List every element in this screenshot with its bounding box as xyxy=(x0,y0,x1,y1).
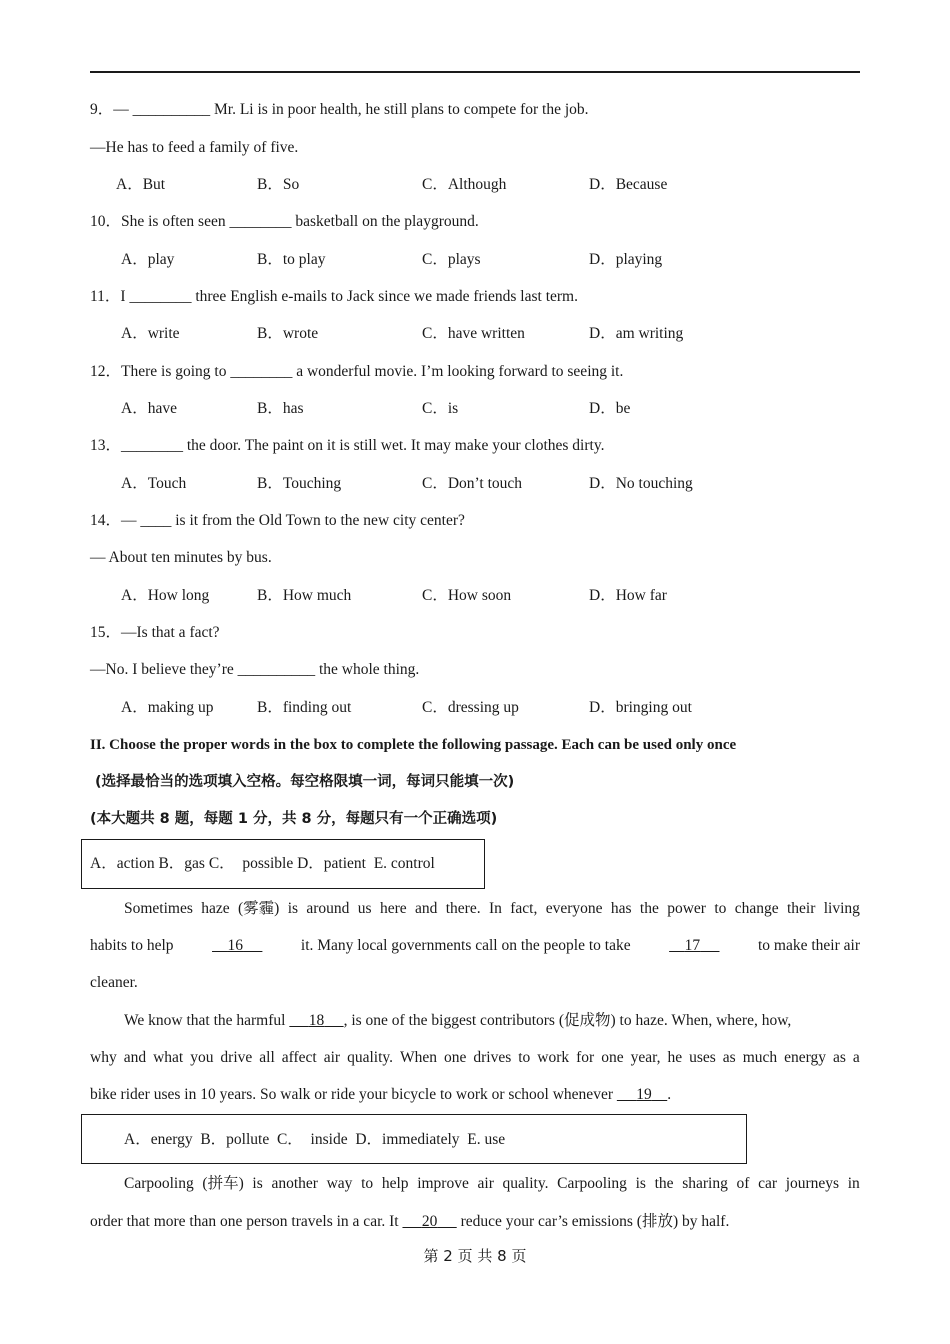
word: is xyxy=(252,1175,263,1192)
passage-1-line-2 xyxy=(90,936,860,956)
word: the xyxy=(639,900,659,917)
word: (雾霾) xyxy=(238,900,280,917)
q13-option-d[interactable]: D．No touching xyxy=(589,475,693,492)
q11-option-b[interactable]: B．wrote xyxy=(257,325,319,342)
word: as xyxy=(722,1049,736,1066)
section-2-subheading: (选择最恰当的选项填入空格。每空格限填一词，每词只能填一次) xyxy=(90,774,515,790)
q10-option-a[interactable]: A．play xyxy=(121,251,175,268)
q14-option-c[interactable]: C．How soon xyxy=(422,587,512,604)
q13-option-a[interactable]: A．Touch xyxy=(121,475,187,492)
word: in xyxy=(847,1175,860,1192)
blank-17[interactable]: 17 xyxy=(684,937,701,954)
word: us xyxy=(357,900,372,917)
word: change xyxy=(734,900,779,917)
q12-option-d[interactable]: D．be xyxy=(589,400,631,417)
word: there. xyxy=(445,900,481,917)
word: is xyxy=(287,900,299,917)
word: power xyxy=(667,900,706,917)
word: journeys xyxy=(785,1175,840,1192)
q14-option-b[interactable]: B．How much xyxy=(257,587,352,604)
q13-option-b[interactable]: B．Touching xyxy=(257,475,342,492)
q9-option-d[interactable]: D．Because xyxy=(589,176,668,193)
word: everyone xyxy=(545,900,603,917)
word: for xyxy=(576,1049,595,1066)
word-box-2-text: A．energy B．pollute C． inside D．immediately E. use xyxy=(124,1131,506,1148)
passage-3-text: order that more than one person travels in a car. It xyxy=(90,1213,399,1230)
word: way xyxy=(326,1175,353,1192)
word: sharing xyxy=(682,1175,728,1192)
word: Sometimes xyxy=(124,900,193,917)
word: you xyxy=(190,1049,214,1066)
word: affect xyxy=(281,1049,317,1066)
question-10-stem: 10．She is often seen ________ basketball on the playground. xyxy=(90,213,479,230)
passage-1-line-3: cleaner. xyxy=(90,974,138,991)
blank-16[interactable]: 16 xyxy=(227,937,244,954)
word: improve xyxy=(417,1175,469,1192)
q11-option-c[interactable]: C．have written xyxy=(422,325,525,342)
passage-1-text: it. Many local governments call on the people to take xyxy=(300,937,631,954)
q10-option-b[interactable]: B．to play xyxy=(257,251,326,268)
word: a xyxy=(852,1049,860,1066)
q10-option-c[interactable]: C．plays xyxy=(422,251,481,268)
word: and xyxy=(123,1049,147,1066)
word: help xyxy=(381,1175,409,1192)
word: to xyxy=(518,1049,531,1066)
word: year, xyxy=(630,1049,661,1066)
word: energy xyxy=(784,1049,827,1066)
q15-option-c[interactable]: C．dressing up xyxy=(422,699,519,716)
passage-2-line-2 xyxy=(90,1048,860,1068)
word: quality. xyxy=(347,1049,393,1066)
passage-3-text: reduce your car’s emissions (排放) by half. xyxy=(460,1213,730,1230)
word: drives xyxy=(473,1049,512,1066)
q15-option-b[interactable]: B．finding out xyxy=(257,699,352,716)
word: why xyxy=(90,1049,117,1066)
word: car xyxy=(758,1175,778,1192)
word: drive xyxy=(220,1049,253,1066)
q9-option-c[interactable]: C．Although xyxy=(422,176,507,193)
word: one xyxy=(601,1049,624,1066)
blank-20[interactable]: 20 xyxy=(421,1213,438,1230)
word: air xyxy=(323,1049,341,1066)
passage-2-text: We know that the harmful xyxy=(124,1012,286,1029)
passage-1-text: to make their air xyxy=(758,937,860,954)
word: When xyxy=(399,1049,437,1066)
word: as xyxy=(833,1049,846,1066)
word: In xyxy=(488,900,502,917)
word: haze xyxy=(201,900,230,917)
q15-option-d[interactable]: D．bringing out xyxy=(589,699,692,716)
word: the xyxy=(654,1175,674,1192)
word-box-1-text: A．action B．gas C． possible D．patient E. control xyxy=(90,855,435,872)
word: has xyxy=(610,900,632,917)
word: is xyxy=(635,1175,646,1192)
question-14-stem: 14．— ____ is it from the Old Town to the new city center? xyxy=(90,512,465,529)
word: their xyxy=(786,900,816,917)
question-9-reply: —He has to feed a family of five. xyxy=(90,139,299,156)
word: to xyxy=(714,900,727,917)
page-number: 第 2 页 共 8 页 xyxy=(423,1247,527,1265)
q15-option-a[interactable]: A．making up xyxy=(121,699,214,716)
q12-option-b[interactable]: B．has xyxy=(257,400,304,417)
word: Carpooling xyxy=(557,1175,627,1192)
word: Carpooling xyxy=(124,1175,194,1192)
word: one xyxy=(443,1049,467,1066)
q12-option-c[interactable]: C．is xyxy=(422,400,459,417)
passage-2-text: , is one of the biggest contributors (促成物) to haze. When, where, how, xyxy=(343,1012,792,1029)
word: quality. xyxy=(502,1175,549,1192)
q14-option-a[interactable]: A．How long xyxy=(121,587,210,604)
q11-option-a[interactable]: A．write xyxy=(121,325,180,342)
blank-18[interactable]: 18 xyxy=(308,1012,325,1029)
passage-1-text: habits to help xyxy=(90,937,174,954)
q9-option-a[interactable]: A．But xyxy=(116,176,166,193)
word: of xyxy=(736,1175,750,1192)
q12-option-a[interactable]: A．have xyxy=(121,400,177,417)
word: work xyxy=(537,1049,570,1066)
q11-option-d[interactable]: D．am writing xyxy=(589,325,684,342)
word: much xyxy=(742,1049,778,1066)
word: around xyxy=(306,900,350,917)
word: all xyxy=(259,1049,275,1066)
q10-option-d[interactable]: D．playing xyxy=(589,251,663,268)
word: uses xyxy=(689,1049,716,1066)
q13-option-c[interactable]: C．Don’t touch xyxy=(422,475,523,492)
question-15-reply: —No. I believe they’re __________ the whole thing. xyxy=(90,661,420,678)
blank-19[interactable]: 19 xyxy=(636,1086,652,1103)
q14-option-d[interactable]: D．How far xyxy=(589,587,667,604)
word: another xyxy=(271,1175,318,1192)
question-14-reply: — About ten minutes by bus. xyxy=(90,549,272,566)
q9-option-b[interactable]: B．So xyxy=(257,176,300,193)
word: and xyxy=(414,900,438,917)
word: to xyxy=(361,1175,374,1192)
question-13-stem: 13．________ the door. The paint on it is still wet. It may make your clothes dirty. xyxy=(90,437,605,454)
word: fact, xyxy=(510,900,538,917)
header-rule xyxy=(90,71,860,73)
passage-2-line-3 xyxy=(90,1085,860,1105)
question-12-stem: 12．There is going to ________ a wonderful movie. I’m looking forward to seeing it. xyxy=(90,363,624,380)
word: living xyxy=(823,900,860,917)
word: here xyxy=(379,900,407,917)
passage-3-line-2 xyxy=(90,1212,860,1232)
question-9-stem: 9．— __________ Mr. Li is in poor health, he still plans to compete for the job. xyxy=(90,101,589,118)
passage-2-line-1 xyxy=(90,1011,860,1031)
question-15-stem: 15．—Is that a fact? xyxy=(90,624,220,641)
word: (拼车) xyxy=(202,1175,244,1192)
section-2-heading: II. Choose the proper words in the box to complete the following passage. Each can be used only once xyxy=(90,737,737,753)
word: air xyxy=(477,1175,494,1192)
passage-2-text: . xyxy=(667,1086,672,1103)
passage-3-line-1 xyxy=(90,1174,860,1194)
question-11-stem: 11．I ________ three English e-mails to Jack since we made friends last term. xyxy=(90,288,578,305)
passage-2-text: bike rider uses in 10 years. So walk or ride your bicycle to work or school whenever xyxy=(90,1086,613,1103)
section-2-scoring: (本大题共 8 题，每题 1 分，共 8 分，每题只有一个正确选项) xyxy=(90,811,498,827)
word: what xyxy=(153,1049,184,1066)
word: he xyxy=(667,1049,683,1066)
passage-1-line-1 xyxy=(90,899,860,919)
